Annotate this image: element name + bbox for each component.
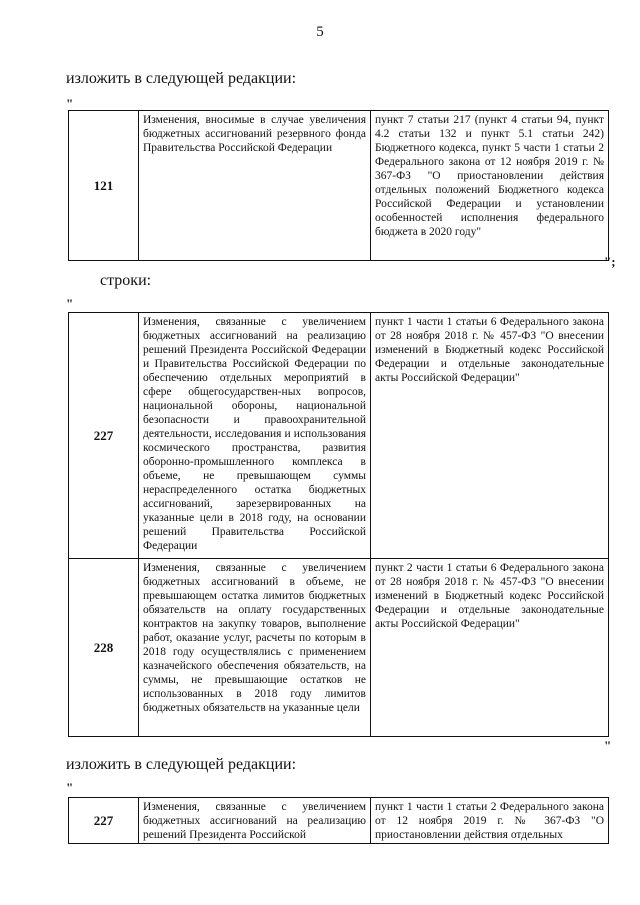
amendment-table xyxy=(68,797,609,844)
row-description: Изменения, связанные с увеличением бюджетных ассигнований в объеме, не превышающем остатка лимитов бюджетных обязательств на оплату государственных контрактов на закупку товаров, выполнение работ, оказание услуг, расчеты по которым в 2018 году осуществлялись с применением казначейского обеспечения обязательств, на суммы, не превышающие остатков не использованных в 2018 году лимитов бюджетных обязательств на указанные цели xyxy=(139,559,371,737)
row-legal-basis: пункт 7 статьи 217 (пункт 4 статьи 94, пункт 4.2 статьи 132 и пункт 5.1 статьи 242) Бюджетного кодекса, пункт 5 части 1 статьи 2 Федерального закона от 12 ноября 2019 г. № 367-ФЗ "О приостановлении действия отдельных положений Бюджетного кодекса Российской Федерации и установлении особенностей исполнения федерального бюджета в 2020 году" xyxy=(371,111,609,261)
table-row xyxy=(69,798,609,844)
amendment-table xyxy=(68,312,609,737)
row-legal-basis: пункт 1 части 1 статьи 2 Федерального закона от 12 ноября 2019 г. № 367-ФЗ "О приостановлении действия отдельных xyxy=(371,798,609,844)
row-number: 227 xyxy=(69,798,139,844)
row-number: 227 xyxy=(69,313,139,559)
row-legal-basis: пункт 1 части 1 статьи 6 Федерального закона от 28 ноября 2018 г. № 457-ФЗ "О внесении изменений в Бюджетный кодекс Российской Федерации и отдельные законодательные акты Российской Федерации" xyxy=(371,313,609,559)
table-row xyxy=(69,559,609,737)
table-row xyxy=(69,313,609,559)
open-quote: " xyxy=(66,780,74,795)
open-quote: " xyxy=(66,96,74,111)
section-heading: изложить в следующей редакции: xyxy=(66,70,297,87)
row-description: Изменения, связанные с увеличением бюджетных ассигнований на реализацию решений Президента Российской Федерации и Правительства Российской Федерации по обеспечению отдельных мероприятий в сфере общегосударствен-ных вопросов, национальной обороны, национальной безопасности и правоохранительной деятельности, исследования и использования космического пространства, развития оборонно-промышленного комплекса в объеме, не превышающем суммы нераспределенного остатка бюджетных ассигнований, зарезервированных на указанные цели в 2018 году, на основании решений Правительства Российской Федерации xyxy=(139,313,371,559)
page-number: 5 xyxy=(316,24,324,40)
row-number: 121 xyxy=(69,111,139,261)
amendment-table xyxy=(68,110,609,261)
section-heading: изложить в следующей редакции: xyxy=(66,756,297,773)
close-quote: "; xyxy=(604,254,616,269)
row-description: Изменения, вносимые в случае увеличения бюджетных ассигнований резервного фонда Правительства Российской Федерации xyxy=(139,111,371,261)
table-row xyxy=(69,111,609,261)
close-quote: " xyxy=(604,738,612,753)
open-quote: " xyxy=(66,296,74,311)
row-number: 228 xyxy=(69,559,139,737)
section-heading: строки: xyxy=(100,272,152,289)
row-legal-basis: пункт 2 части 1 статьи 6 Федерального закона от 28 ноября 2018 г. № 457-ФЗ "О внесении изменений в Бюджетный кодекс Российской Федерации и отдельные законодательные акты Российской Федерации" xyxy=(371,559,609,737)
row-description: Изменения, связанные с увеличением бюджетных ассигнований на реализацию решений Президента Российской xyxy=(139,798,371,844)
